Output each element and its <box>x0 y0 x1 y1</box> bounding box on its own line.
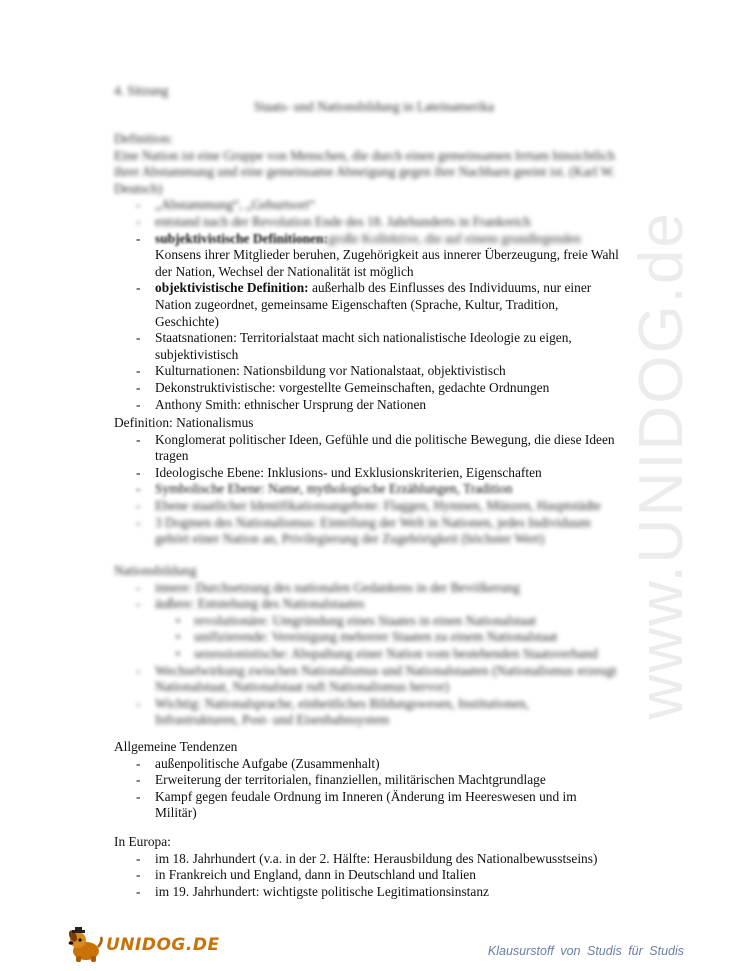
tendenzen-list <box>114 756 654 822</box>
list-item: - entstand nach der Revolution Ende des 18. Jahrhunderts in Frankreich <box>114 214 654 231</box>
list-item: - außenpolitische Aufgabe (Zusammenhalt) <box>114 756 654 773</box>
list-item-konglomerat: - Konglomerat politischer Ideen, Gefühle und die politische Bewegung, die diese Ideen tragen <box>114 432 654 465</box>
list-item-kampf: - Kampf gegen feudale Ordnung im Inneren (Änderung im Heereswesen und im Militär) <box>114 789 654 822</box>
section-heading: Nationsbildung <box>114 563 197 578</box>
sub-list <box>155 613 654 663</box>
list-item: - Erweiterung der territorialen, finanziellen, militärischen Machtgrundlage <box>114 772 654 789</box>
footer-tagline: Klausurstoff von Studis für Studis <box>487 944 684 958</box>
section-heading: Allgemeine Tendenzen <box>114 739 238 754</box>
list-item: - Wechselwirkung zwischen Nationalismus und Nationalstaaten (Nationalismus erzeugt Nationalstaat, Nationalstaat ruft Nationalismus hervor) <box>114 663 654 696</box>
section-allgemeine-tendenzen <box>114 739 654 822</box>
list-item: - Ebene staatlicher Identifikationsangebote: Flaggen, Hymnen, Münzen, Hauptstädte <box>114 498 654 515</box>
list-item: - „Abstammung“, „Geburtsort“ <box>114 197 654 214</box>
list-item: - in Frankreich und England, dann in Deutschland und Italien <box>114 867 654 884</box>
europa-list <box>114 851 654 901</box>
unidog-logo[interactable] <box>66 925 220 965</box>
list-item: - Wichtig: Nationalsprache, einheitliches Bildungswesen, Institutionen, Infrastrukturen, Post- und Eisenbahnsystem <box>114 696 654 729</box>
session-label: 4. Sitzung <box>114 83 169 98</box>
logo-text: UNIDOG.DE <box>106 934 220 955</box>
list-item: - äußere: Entstehung des Nationalstaates ▪ revolutionäre: Umgründung eines Staates in einen Nationalstaat ▪ unifizierende: Vereinigung mehrerer Staaten zu einem Nationalstaat ▪ sezessionistische: Abspaltung einer Nation vom bestehenden Staatsverband <box>114 596 654 662</box>
sub-list-item: ▪ revolutionäre: Umgründung eines Staates in einen Nationalstaat <box>176 613 654 630</box>
sub-list-item: ▪ sezessionistische: Abspaltung einer Nation vom bestehenden Staatsverband <box>176 646 654 663</box>
list-item-smith: - Anthony Smith: ethnischer Ursprung der Nationen <box>114 397 654 414</box>
list-item-objektivistisch: - objektivistische Definition: außerhalb des Einflusses des Individuums, nur einer Nation zugeordnet, gemeinsame Eigenschaften (Sprache, Kultur, Tradition, Geschichte) <box>114 280 654 330</box>
section-nationsbildung <box>114 563 654 729</box>
list-item-staatsnationen: - Staatsnationen: Territorialstaat macht sich nationalistische Ideologie zu eigen, subjektivistisch <box>114 330 654 363</box>
watermark: www.UNIDOG.de <box>626 210 696 720</box>
intro-line: ihrer Abstammung und eine gemeinsame Abneigung gegen ihre Nachbarn geeint ist. (Karl W. <box>114 164 616 180</box>
list-item: - innere: Durchsetzung des nationalen Gedankens in der Bevölkerung <box>114 580 654 597</box>
list-item-kulturnationen: - Kulturnationen: Nationsbildung vor Nationalstaat, objektivistisch <box>114 363 654 380</box>
nationsbildung-list <box>114 580 654 729</box>
section-definition-nation <box>114 131 654 413</box>
intro-line: Deutsch) <box>114 180 163 196</box>
list-item-symbolische-ebene: - Symbolische Ebene: Name, mythologische Erzählungen, Tradition <box>114 481 654 498</box>
list-item: - im 19. Jahrhundert: wichtigste politische Legitimationsinstanz <box>114 884 654 901</box>
document-title: Staats- und Nationsbildung in Lateinamerika <box>253 99 495 114</box>
section-heading: Definition: Nationalismus <box>114 415 254 430</box>
sub-list-item: ▪ unifizierende: Vereinigung mehrerer Staaten zu einem Nationalstaat <box>176 629 654 646</box>
section-definition-nationalismus <box>114 415 654 548</box>
dog-mascot-icon <box>66 927 104 963</box>
header <box>114 83 654 100</box>
intro-line: Eine Nation ist eine Gruppe von Menschen, die durch einen gemeinsamen Irrtum hinsichtlich <box>114 147 615 163</box>
section-heading: Definition: <box>114 131 173 146</box>
definition-list <box>114 197 654 413</box>
list-item: - im 18. Jahrhundert (v.a. in der 2. Hälfte: Herausbildung des Nationalbewusstseins) <box>114 851 654 868</box>
list-item-dekonstruktivistische: - Dekonstruktivistische: vorgestellte Gemeinschaften, gedachte Ordnungen <box>114 380 654 397</box>
section-heading: In Europa: <box>114 834 171 849</box>
list-item-ideologische-ebene: - Ideologische Ebene: Inklusions- und Exklusionskriterien, Eigenschaften <box>114 465 654 482</box>
section-in-europa <box>114 834 654 900</box>
document-title-wrap <box>114 99 634 116</box>
nationalismus-list <box>114 432 654 548</box>
list-item-subjektivistisch: - subjektivistische Definitionen:große Kollektive, die auf einem grundlegenden Konsens ihrer Mitglieder beruhen, Zugehörigkeit aus innerer Überzeugung, freie Wahl der Nation, Wechsel der Nationalität ist möglich <box>114 231 654 281</box>
list-item-dogmen: - 3 Dogmen des Nationalismus: Einteilung der Welt in Nationen, jedes Individuum gehört einer Nation an, Privilegierung der Zugehörigkeit (höchster Wert) <box>114 515 654 548</box>
